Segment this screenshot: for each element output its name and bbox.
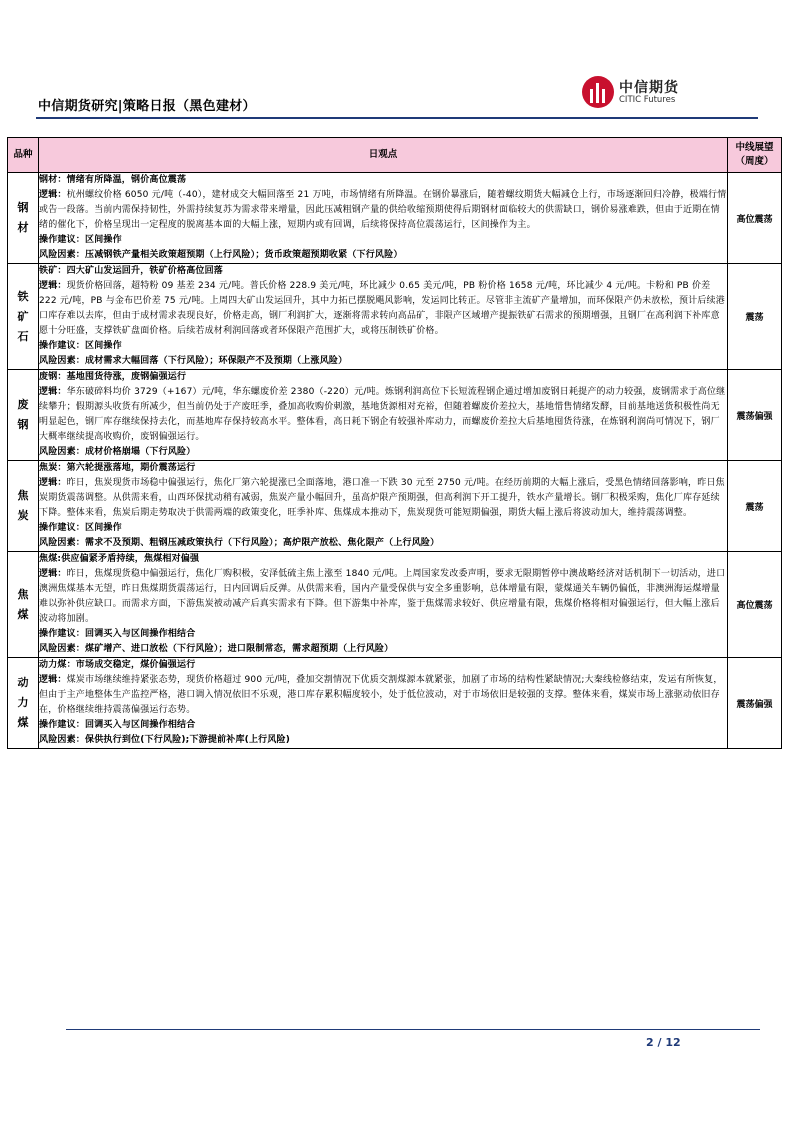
advice-label: 操作建议： <box>39 629 86 639</box>
view-title: 焦煤:供应偏紧矛盾持续，焦煤相对偏强 <box>39 554 200 564</box>
header-category: 品种 <box>8 138 39 173</box>
risk-text: 需求不及预期、粗钢压减政策执行（下行风险）；高炉限产放松、焦化限产（上行风险） <box>85 538 440 548</box>
category-label: 焦炭 <box>17 489 29 522</box>
category-label: 动力煤 <box>17 676 29 729</box>
risk-label: 风险因素： <box>39 644 86 654</box>
view-title: 废钢：基地囤货待涨，废钢偏强运行 <box>39 372 187 382</box>
logic-text: 现货价格回落，超特粉 09 基差 234 元/吨。普氏价格 228.9 美元/吨，环比减少 0.65 美元/吨，PB 粉价格 1658 元/吨，环比减少 4 元/吨。卡粉和 PB 价差 222 元/吨，PB 与金布巴价差 75 元/吨。上周四大矿山发运回升，其中力拓已摆脱飓风影响，发运同比转正。尽管非主流矿产量增加，而环保限产仍未放松，预计后续港口库存难以去库，但由于成材需求表现良好，价格走高，钢厂利润扩大，逐渐将需求转向高品矿，非限产区域增产提振铁矿石需求的预期增强，且钢厂在高利润下补库意愿十分旺盛，支撑铁矿盘面价格。后续若成材利润回落或者环保限产范围扩大，或将压制铁矿价格。 <box>39 281 725 336</box>
row-view <box>39 461 728 552</box>
row-category <box>8 370 39 461</box>
advice-label: 操作建议： <box>39 720 86 730</box>
advice-text: 回调买入与区间操作相结合 <box>85 720 196 730</box>
category-label: 焦煤 <box>17 587 29 621</box>
table-row <box>8 552 782 658</box>
risk-text: 煤矿增产、进口放松（下行风险）；进口限制常态，需求超预期（上行风险） <box>85 644 394 654</box>
logic-label: 逻辑： <box>39 478 67 488</box>
logic-text: 杭州螺纹价格 6050 元/吨（-40），建材成交大幅回落至 21 万吨，市场情绪有所降温。在钢价暴涨后，随着螺纹期货大幅减仓上行，市场逐渐回归冷静，极端行情或告一段落。当前内需保持韧性，外需持续复苏为需求带来增量，因此压减粗钢产量的供给收缩预期使得后期钢材面临较大的供需缺口，钢价易涨难跌，但由于近期在情绪的催化下，价格呈现出一定程度的脱离基本面的大幅上涨，短期内或有回调，后续将保持高位震荡运行，区间操作为主。 <box>39 190 727 230</box>
logic-label: 逻辑： <box>39 281 67 291</box>
logic-label: 逻辑： <box>39 387 67 397</box>
logic-text: 华东破碎料均价 3729（+167）元/吨，华东螺废价差 2380（-220）元/吨。炼钢利润高位下长短流程钢企通过增加废钢日耗提产的动力较强，废钢需求于高位继续攀升；假期源头收货有所减少，但当前仍处于产废旺季，叠加高收购价刺激，基地货源相对充裕，但随着螺废价差拉大，基地惜售情绪发酵，目前基地送货积极性尚无明显起色，钢厂库存继续保持去化，而基地库存保持较高水平。整体看，高日耗下钢企有较强补库动力，而螺废价差拉大后基地囤货待涨，在炼钢利润尚可情况下，钢厂大概率继续提高收购价，废钢偏强运行。 <box>39 387 726 442</box>
logic-text: 昨日，焦炭现货市场稳中偏强运行，焦化厂第六轮提涨已全面落地，港口准一下跌 30 元至 2750 元/吨。在经历前期的大幅上涨后，受黑色情绪回落影响，昨日焦炭期货震荡调整。从供需来看，山西环保扰动稍有减弱，焦炭产量小幅回升，虽高炉限产预期强，但高利润下开工提升，铁水产量增长。钢厂积极采购，焦化厂库存延续下降。整体来看，焦炭后期走势取决于供需两端的政策变化，旺季补库、焦煤成本推动下，焦炭现货可能短期偏强，期货大幅上涨后将波动加大，维持震荡调整。 <box>39 478 725 518</box>
logic-label: 逻辑： <box>39 190 67 200</box>
row-view <box>39 658 728 749</box>
advice-label: 操作建议： <box>39 235 86 245</box>
header-divider <box>36 117 758 119</box>
table-header-row <box>8 138 782 173</box>
strategy-table <box>7 137 782 749</box>
risk-label: 风险因素： <box>39 356 86 366</box>
risk-label: 风险因素： <box>39 250 86 260</box>
risk-label: 风险因素： <box>39 538 86 548</box>
row-trend: 震荡 <box>728 461 782 552</box>
table-row <box>8 264 782 370</box>
row-category <box>8 173 39 264</box>
row-category <box>8 658 39 749</box>
risk-text: 成材需求大幅回落（下行风险）；环保限产不及预期（上涨风险） <box>85 356 348 366</box>
risk-text: 成材价格崩塌（下行风险） <box>85 447 196 457</box>
row-view <box>39 173 728 264</box>
table-row <box>8 173 782 264</box>
table-row <box>8 370 782 461</box>
logic-text: 煤炭市场继续维持紧张态势，现货价格超过 900 元/吨，叠加交割情况下优质交割煤源本就紧张，加剧了市场的结构性紧缺情况;大秦线检修结束，发运有所恢复，但由于主产地整体生产监控严格，港口调入情况依旧不乐观，港口库存累积幅度较小，处于低位波动，对于市场依旧是较强的支撑。整体来看，煤炭市场上涨驱动依旧存在，价格继续维持震荡偏强运行态势。 <box>39 675 723 715</box>
row-category <box>8 461 39 552</box>
header-view: 日观点 <box>39 138 728 173</box>
row-trend: 高位震荡 <box>728 552 782 658</box>
row-trend: 震荡偏强 <box>728 370 782 461</box>
row-category <box>8 264 39 370</box>
logo-name-en: CITIC Futures <box>619 95 676 105</box>
category-label: 钢材 <box>17 201 29 234</box>
category-label: 废钢 <box>17 398 29 431</box>
risk-label: 风险因素： <box>39 735 86 745</box>
row-trend: 震荡 <box>728 264 782 370</box>
logic-label: 逻辑： <box>39 675 67 685</box>
advice-text: 区间操作 <box>85 523 122 533</box>
row-view <box>39 370 728 461</box>
citic-emblem-icon <box>582 76 614 108</box>
footer-divider <box>66 1029 760 1030</box>
advice-text: 回调买入与区间操作相结合 <box>85 629 196 639</box>
risk-label: 风险因素： <box>39 447 86 457</box>
risk-text: 压减钢铁产量相关政策超预期（上行风险）；货币政策超预期收紧（下行风险） <box>85 250 403 260</box>
header-trend: 中线展望（周度） <box>728 138 782 173</box>
view-title: 钢材：情绪有所降温，钢价高位震荡 <box>39 175 187 185</box>
report-title: 中信期货研究|策略日报（黑色建材） <box>38 99 256 114</box>
table-row <box>8 461 782 552</box>
row-category <box>8 552 39 658</box>
advice-text: 区间操作 <box>85 235 122 245</box>
view-title: 动力煤：市场成交稳定，煤价偏强运行 <box>39 660 196 670</box>
view-title: 铁矿：四大矿山发运回升，铁矿价格高位回落 <box>39 266 224 276</box>
row-view <box>39 264 728 370</box>
table-row <box>8 658 782 749</box>
row-trend: 高位震荡 <box>728 173 782 264</box>
logic-label: 逻辑： <box>39 569 67 579</box>
category-label: 铁矿石 <box>17 289 29 343</box>
advice-text: 区间操作 <box>85 341 122 351</box>
logic-text: 昨日，焦煤现货稳中偏强运行，焦化厂购积极，安泽低硫主焦上涨至 1840 元/吨。上周国家发改委声明，要求无限期暂停中澳战略经济对话机制下一切活动，进口澳洲焦煤基本无望，昨日焦煤期货震荡运行，日内回调后反弹。从供需来看，国内产量受保供与安全多重影响，总体增量有限，蒙煤通关车辆仍偏低，非澳洲海运煤增量难以弥补供应缺口。而需求方面，下游焦炭被动减产后真实需求有下降。但下游集中补库，鉴于焦煤需求较好、供应增量有限，焦煤价格将相对偏强运行，但大幅上涨后波动将加剧。 <box>39 569 726 624</box>
row-view <box>39 552 728 658</box>
logo-name-cn: 中信期货 <box>619 80 679 96</box>
advice-label: 操作建议： <box>39 523 86 533</box>
citic-logo <box>582 76 702 110</box>
view-title: 焦炭：第六轮提涨落地，期价震荡运行 <box>39 463 196 473</box>
page-number: 2 / 12 <box>646 1036 681 1049</box>
advice-label: 操作建议： <box>39 341 86 351</box>
row-trend: 震荡偏强 <box>728 658 782 749</box>
risk-text: 保供执行到位(下行风险);下游提前补库(上行风险) <box>85 735 291 745</box>
